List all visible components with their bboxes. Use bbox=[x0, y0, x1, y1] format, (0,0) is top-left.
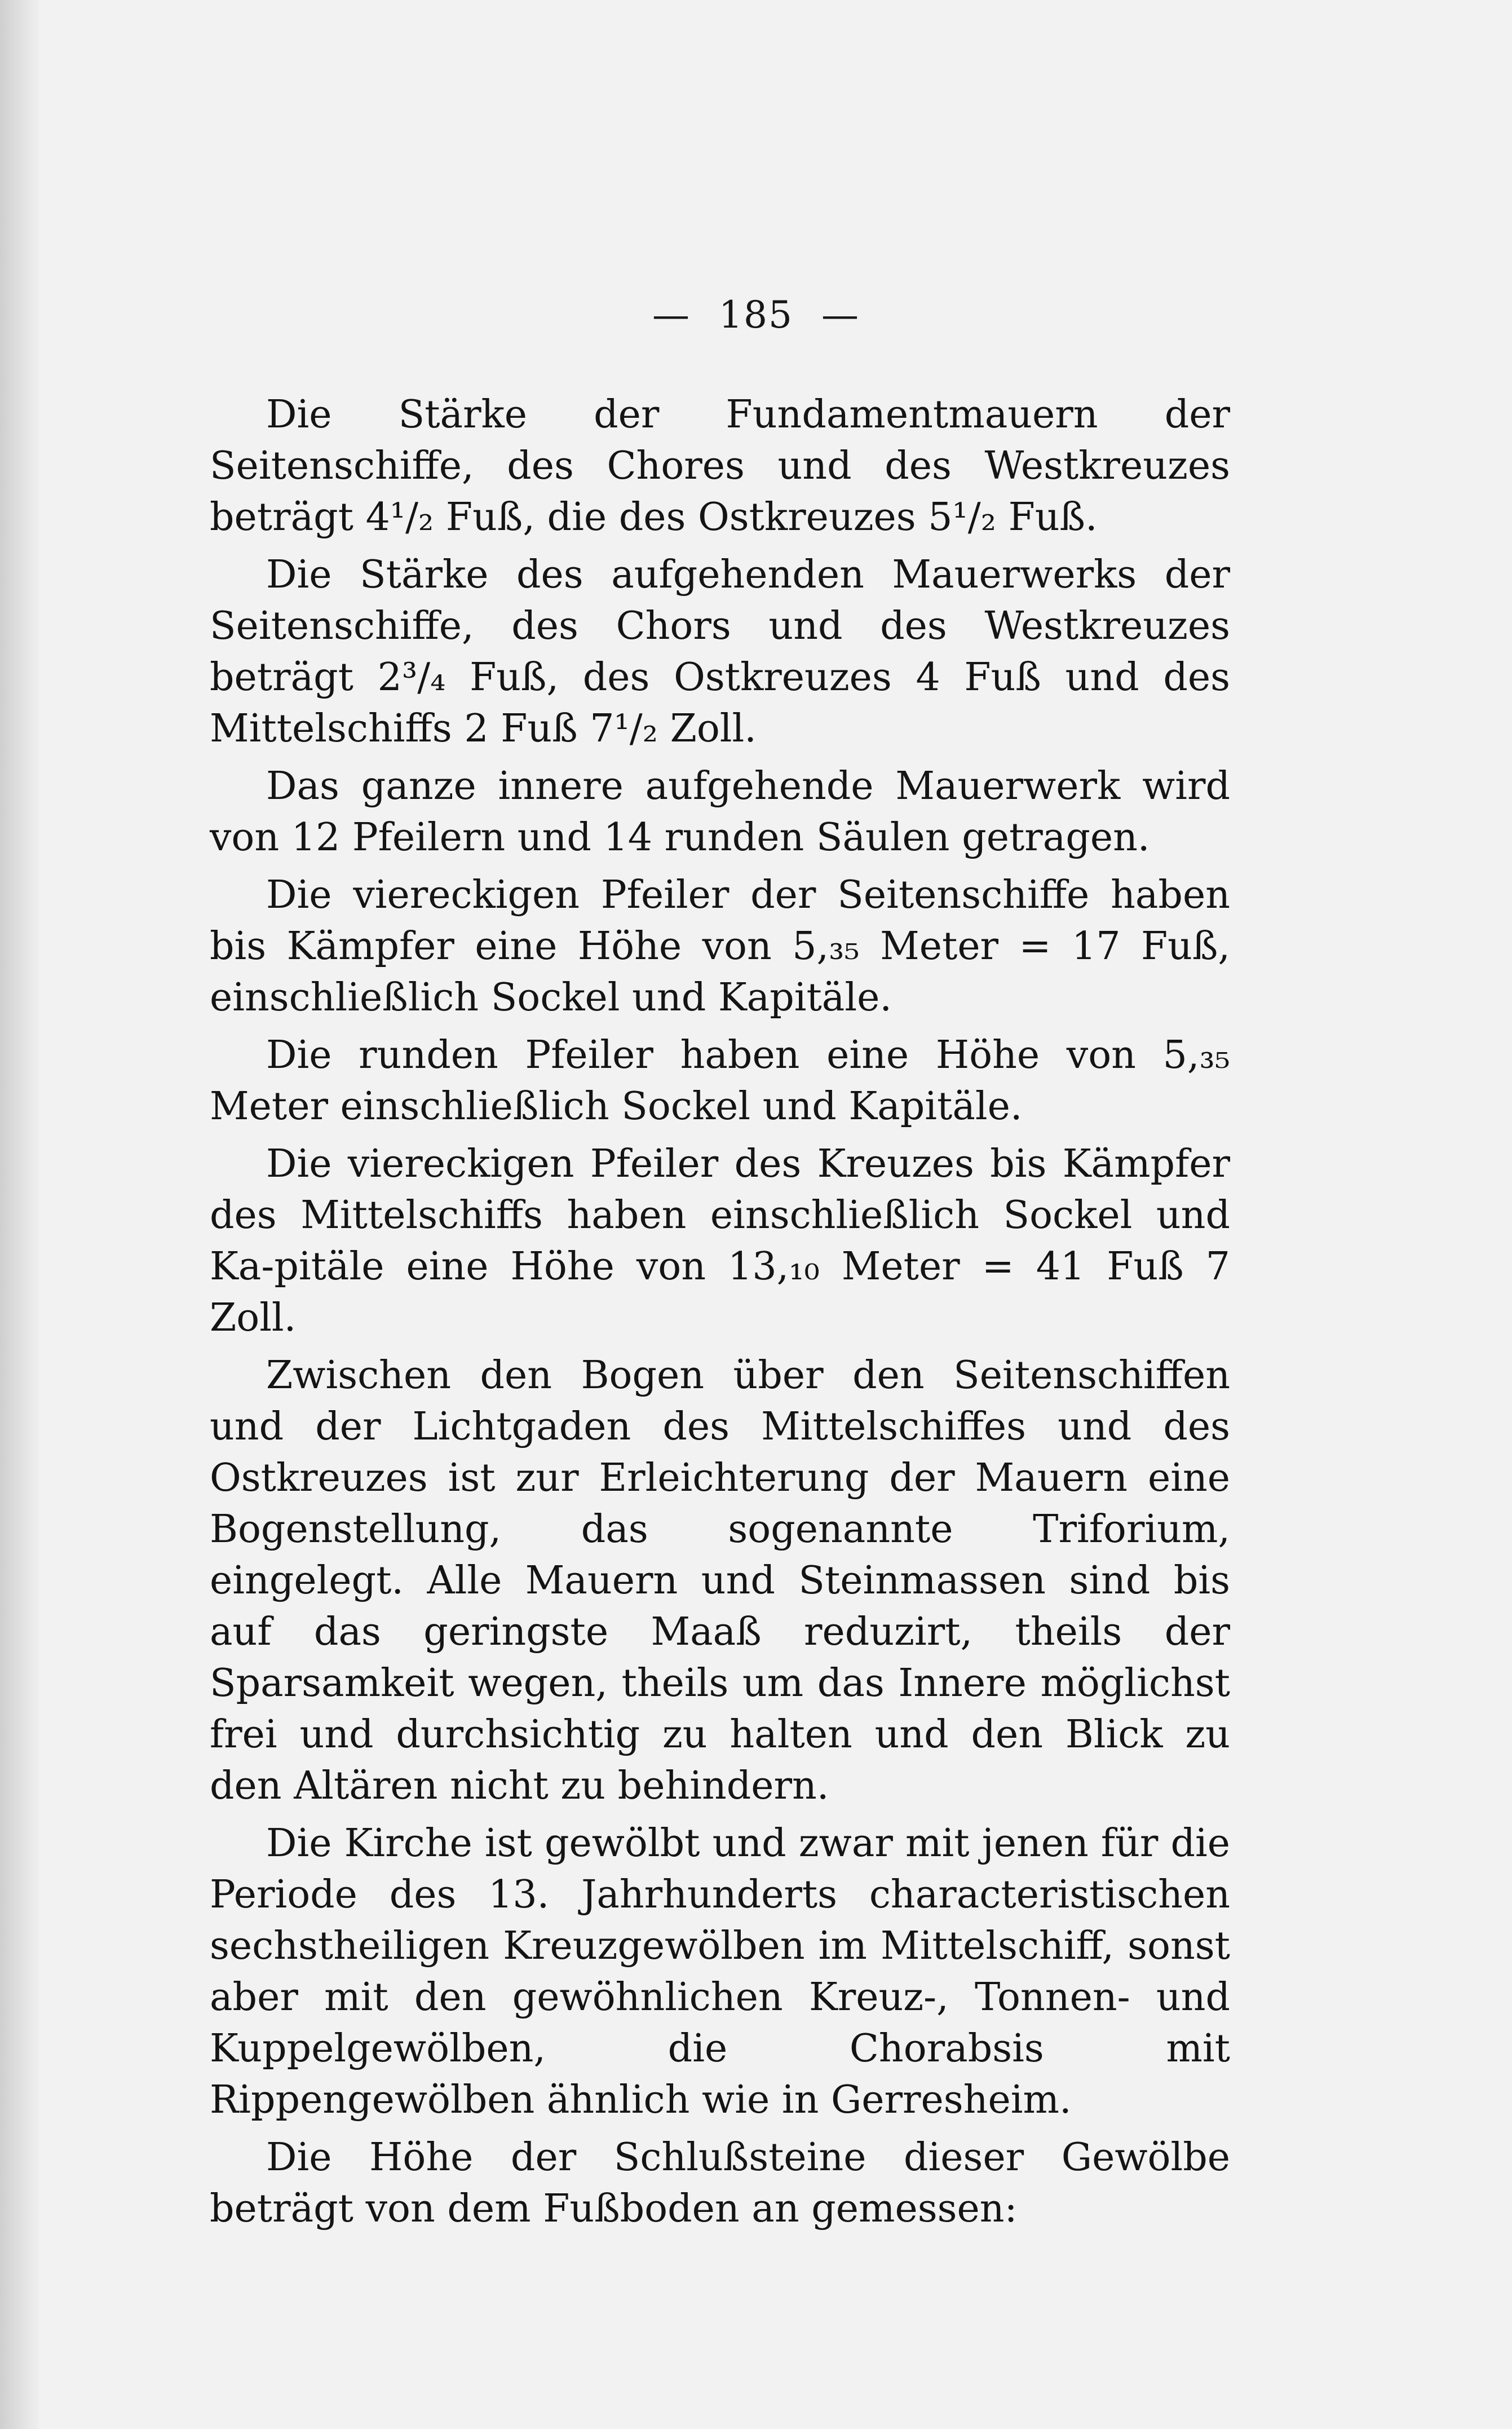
paragraph-inner-masonry: Das ganze innere aufgehende Mauerwerk wird von 12 Pfeilern und 14 runden Säulen getragen. bbox=[210, 764, 1230, 860]
paragraph-foundation-walls: Die Stärke der Fundamentmauern der Seitenschiffe, des Chores und des Westkreuzes beträgt 4¹/₂ Fuß, die des Ostkreuzes 5¹/₂ Fuß. bbox=[210, 392, 1230, 540]
paragraph-keystones: Die Höhe der Schlußsteine dieser Gewölbe beträgt von dem Fußboden an gemessen: bbox=[210, 2135, 1230, 2231]
page-binding-shadow bbox=[0, 0, 39, 2429]
paragraph-round-pillars: Die runden Pfeiler haben eine Höhe von 5,₃₅ Meter einschließlich Sockel und Kapitäle. bbox=[210, 1033, 1230, 1129]
header-dash-right: — bbox=[821, 293, 860, 337]
body-text bbox=[210, 389, 1230, 2234]
page-header bbox=[0, 293, 1512, 337]
paragraph-triforium: Zwischen den Bogen über den Seitenschiffen und der Lichtgaden des Mittelschiffes und des Ostkreuzes ist zur Erleichterung der Mauern eine Bogenstellung, das sogenannte Triforium, eingelegt. Alle Mauern und Steinmassen sind bis auf das geringste Maaß reduzirt, theils der Sparsamkeit wegen, theils um das Innere möglichst frei und durchsichtig zu halten und den Blick zu den Altären nicht zu behindern. bbox=[210, 1353, 1230, 1808]
paragraph-crossing-pillars: Die viereckigen Pfeiler des Kreuzes bis Kämpfer des Mittelschiffs haben einschließlich Sockel und Ka-pitäle eine Höhe von 13,₁₀ Meter = 41 Fuß 7 Zoll. bbox=[210, 1142, 1230, 1340]
paragraph-rising-masonry: Die Stärke des aufgehenden Mauerwerks der Seitenschiffe, des Chors und des Westkreuzes beträgt 2³/₄ Fuß, des Ostkreuzes 4 Fuß und des Mittelschiffs 2 Fuß 7¹/₂ Zoll. bbox=[210, 553, 1230, 751]
page-number: 185 bbox=[719, 293, 793, 337]
paragraph-vaults: Die Kirche ist gewölbt und zwar mit jenen für die Periode des 13. Jahrhunderts characteristischen sechstheiligen Kreuzgewölben im Mittelschiff, sonst aber mit den gewöhnlichen Kreuz-, Tonnen- und Kuppelgewölben, die Chorabsis mit Rippengewölben ähnlich wie in Gerresheim. bbox=[210, 1821, 1230, 2122]
paragraph-square-pillars: Die viereckigen Pfeiler der Seitenschiffe haben bis Kämpfer eine Höhe von 5,₃₅ Meter = 17 Fuß, einschließlich Sockel und Kapitäle. bbox=[210, 873, 1230, 1020]
header-dash-left: — bbox=[652, 293, 691, 337]
